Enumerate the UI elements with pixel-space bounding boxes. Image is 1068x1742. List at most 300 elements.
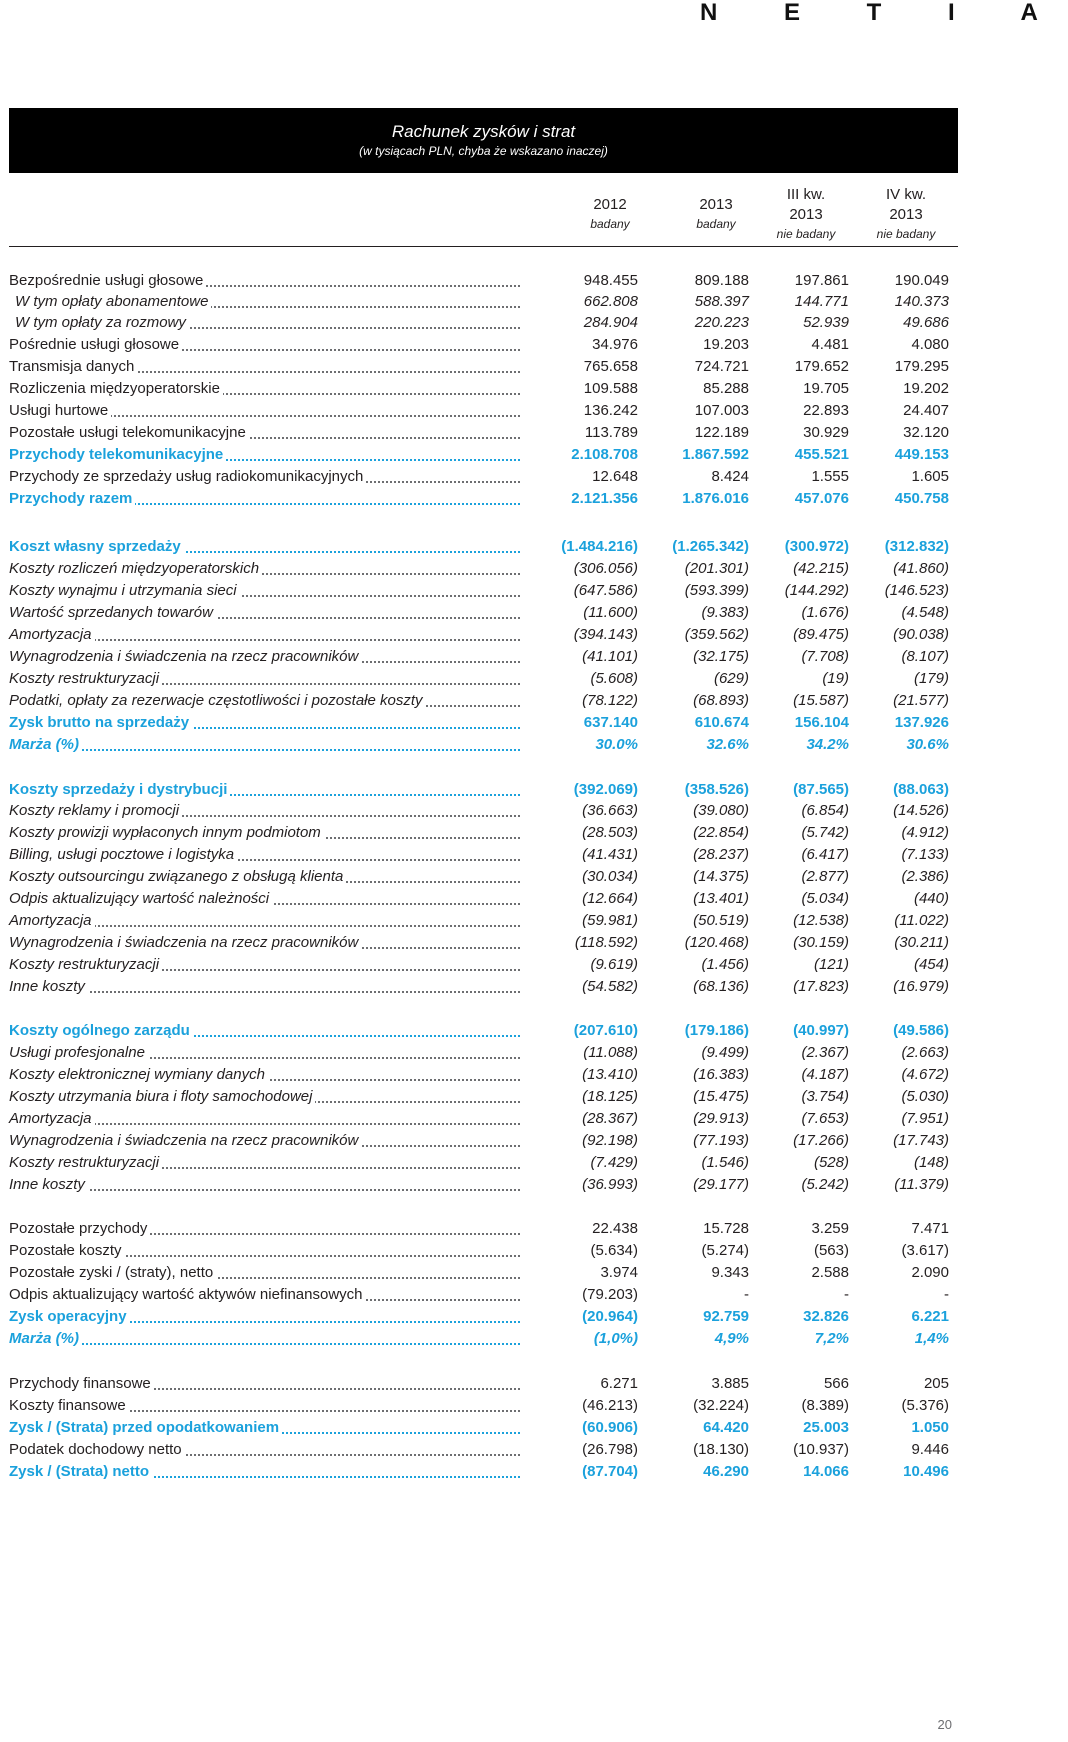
value-q4-2013: (90.038) [893, 626, 949, 643]
value-2012: (13.410) [582, 1066, 638, 1083]
value-q3-2013: 4.481 [811, 336, 849, 353]
value-q3-2013: 3.259 [811, 1220, 849, 1237]
netia-logo: N E T I A [700, 0, 1068, 26]
table-row [9, 866, 958, 888]
row-label: Pozostałe usługi telekomunikacyjne [9, 424, 249, 441]
value-q3-2013: (7.653) [801, 1110, 849, 1127]
value-2013: 4,9% [714, 1330, 749, 1347]
value-q4-2013: (146.523) [884, 582, 949, 599]
value-2013: 588.397 [694, 293, 749, 310]
value-q4-2013: (4.672) [901, 1066, 949, 1083]
row-label: Bezpośrednie usługi głosowe [9, 272, 206, 289]
value-2012: 136.242 [583, 402, 638, 419]
value-2012: (79.203) [582, 1286, 638, 1303]
value-2013: 107.003 [694, 402, 749, 419]
value-q4-2013: (7.133) [901, 846, 949, 863]
statement-subtitle: (w tysiącach PLN, chyba że wskazano inaczej) [359, 144, 608, 158]
table-row-subtotal [9, 1020, 958, 1042]
value-q3-2013: 455.521 [794, 446, 849, 463]
value-2012: (118.592) [574, 934, 638, 951]
value-2012: (647.586) [573, 582, 638, 599]
table-row-subtotal [9, 779, 958, 801]
row-label: Koszty wynajmu i utrzymania sieci [9, 582, 240, 599]
value-2013: (29.913) [693, 1110, 749, 1127]
column-header-status: nie badany [876, 227, 936, 241]
value-q4-2013: (454) [913, 956, 949, 973]
table-row [9, 1108, 958, 1130]
value-2012: (5.634) [590, 1242, 638, 1259]
column-header-quarter: III kw. [786, 186, 826, 203]
value-q4-2013: (2.386) [901, 868, 949, 885]
value-2012: (20.964) [582, 1308, 638, 1325]
value-2012: (306.056) [573, 560, 638, 577]
value-2012: (11.600) [583, 604, 638, 621]
table-row [9, 270, 958, 292]
row-label: Koszty restrukturyzacji [9, 1154, 162, 1171]
value-2012: 948.455 [583, 272, 638, 289]
value-q3-2013: (563) [813, 1242, 849, 1259]
value-2012: (11.088) [583, 1044, 638, 1061]
value-q4-2013: 190.049 [894, 272, 949, 289]
row-label: Transmisja danych [9, 358, 137, 375]
row-label: Pozostałe koszty [9, 1242, 125, 1259]
table-row [9, 1042, 958, 1064]
row-label: Przychody ze sprzedaży usług radiokomunikacyjnych [9, 468, 366, 485]
column-header-2013 [666, 185, 766, 253]
row-label: Inne koszty [9, 1176, 88, 1193]
row-label: Marża (%) [9, 736, 82, 753]
value-q4-2013: 450.758 [894, 490, 949, 507]
row-label: Amortyzacja [9, 1110, 95, 1127]
value-q3-2013: (12.538) [793, 912, 849, 929]
row-label: Rozliczenia międzyoperatorskie [9, 380, 223, 397]
row-label: Marża (%) [9, 1330, 82, 1347]
row-label: Koszty ogólnego zarządu [9, 1022, 193, 1039]
value-2013: 46.290 [703, 1463, 749, 1480]
value-q3-2013: (7.708) [801, 648, 849, 665]
row-label: Przychody finansowe [9, 1375, 154, 1392]
column-header-year: 2013 [889, 206, 923, 223]
table-row-subtotal [9, 536, 958, 558]
value-q3-2013: (4.187) [801, 1066, 849, 1083]
value-q3-2013: (40.997) [793, 1022, 849, 1039]
row-label: Zysk brutto na sprzedaży [9, 714, 192, 731]
value-q3-2013: 1.555 [811, 468, 849, 485]
value-2012: (46.213) [582, 1397, 638, 1414]
table-row [9, 356, 958, 378]
value-2012: 2.108.708 [571, 446, 638, 463]
table-row [9, 1086, 958, 1108]
value-2012: (9.619) [590, 956, 638, 973]
value-2013: (120.468) [684, 934, 749, 951]
value-2013: (14.375) [693, 868, 749, 885]
table-row [9, 1439, 958, 1461]
value-q4-2013: (14.526) [893, 802, 949, 819]
row-label: Przychody razem [9, 490, 135, 507]
value-q4-2013: 19.202 [903, 380, 949, 397]
table-row [9, 580, 958, 602]
value-2012: (12.664) [582, 890, 638, 907]
row-label: Zysk operacyjny [9, 1308, 130, 1325]
value-2012: (28.503) [582, 824, 638, 841]
row-label: Inne koszty [9, 978, 88, 995]
value-2013: (18.130) [693, 1441, 749, 1458]
value-2012: (5.608) [590, 670, 638, 687]
value-2013: (593.399) [684, 582, 749, 599]
row-label: Koszty utrzymania biura i floty samochodowej [9, 1088, 315, 1105]
value-2012: (41.101) [582, 648, 638, 665]
row-label: Koszt własny sprzedaży [9, 538, 184, 555]
row-label: Amortyzacja [9, 912, 95, 929]
value-2013: (16.383) [693, 1066, 749, 1083]
value-2013: 8.424 [711, 468, 749, 485]
value-q4-2013: 1,4% [914, 1330, 949, 1347]
row-label: W tym opłaty za rozmowy [9, 314, 189, 331]
row-label: Podatek dochodowy netto [9, 1441, 185, 1458]
value-2013: 92.759 [703, 1308, 749, 1325]
row-label: Pozostałe przychody [9, 1220, 150, 1237]
value-2012: (92.198) [582, 1132, 638, 1149]
column-header-status: badany [590, 217, 630, 231]
value-q4-2013: 7.471 [911, 1220, 949, 1237]
value-q4-2013: (4.912) [901, 824, 949, 841]
value-2013: 85.288 [703, 380, 749, 397]
value-q3-2013: (30.159) [793, 934, 849, 951]
value-2013: 19.203 [703, 336, 749, 353]
row-label: Zysk / (Strata) przed opodatkowaniem [9, 1419, 282, 1436]
table-row [9, 1262, 958, 1284]
row-label: Koszty finansowe [9, 1397, 129, 1414]
row-label: Wartość sprzedanych towarów [9, 604, 216, 621]
value-q4-2013: (179) [913, 670, 949, 687]
value-2012: (7.429) [590, 1154, 638, 1171]
value-q4-2013: 4.080 [911, 336, 949, 353]
value-q4-2013: - [944, 1286, 949, 1303]
value-q3-2013: 19.705 [803, 380, 849, 397]
row-label: Billing, usługi pocztowe i logistyka [9, 846, 237, 863]
row-label: Zysk / (Strata) netto [9, 1463, 152, 1480]
table-row [9, 690, 958, 712]
value-q3-2013: 34.2% [806, 736, 849, 753]
value-2012: (207.610) [573, 1022, 638, 1039]
value-2013: (1.456) [701, 956, 749, 973]
table-row [9, 1064, 958, 1086]
value-q3-2013: - [844, 1286, 849, 1303]
column-header-quarter: IV kw. [885, 186, 926, 203]
table-row [9, 312, 958, 334]
column-header-status: badany [696, 217, 736, 231]
value-q4-2013: (17.743) [893, 1132, 949, 1149]
value-q3-2013: (6.854) [801, 802, 849, 819]
table-row [9, 800, 958, 822]
row-label: Koszty outsourcingu związanego z obsługą klienta [9, 868, 346, 885]
table-row [9, 1395, 958, 1417]
value-2013: (68.893) [693, 692, 749, 709]
row-label: Koszty reklamy i promocji [9, 802, 182, 819]
value-q3-2013: (1.676) [801, 604, 849, 621]
value-2013: (39.080) [693, 802, 749, 819]
value-q3-2013: (2.877) [801, 868, 849, 885]
value-2012: (59.981) [582, 912, 638, 929]
value-2013: 15.728 [703, 1220, 749, 1237]
value-q4-2013: 1.050 [911, 1419, 949, 1436]
row-label: Koszty prowizji wypłaconych innym podmiotom [9, 824, 324, 841]
value-q3-2013: (89.475) [793, 626, 849, 643]
table-row-subtotal [9, 488, 958, 510]
table-row-subtotal [9, 1306, 958, 1328]
column-header-q3-2013 [756, 185, 856, 243]
value-2013: (13.401) [693, 890, 749, 907]
table-row [9, 400, 958, 422]
value-2012: 22.438 [592, 1220, 638, 1237]
value-2013: (22.854) [693, 824, 749, 841]
value-q4-2013: 49.686 [903, 314, 949, 331]
value-2013: 1.867.592 [682, 446, 749, 463]
row-label: Amortyzacja [9, 626, 95, 643]
value-2012: (1,0%) [593, 1330, 638, 1347]
table-row [9, 1152, 958, 1174]
value-2013: (629) [713, 670, 749, 687]
value-2012: 113.789 [584, 424, 638, 441]
row-label: Usługi hurtowe [9, 402, 111, 419]
value-2012: (41.431) [582, 846, 638, 863]
value-q3-2013: 457.076 [794, 490, 849, 507]
value-q3-2013: (19) [822, 670, 849, 687]
table-row-net-result [9, 1461, 958, 1483]
row-label: Usługi profesjonalne [9, 1044, 148, 1061]
table-row [9, 602, 958, 624]
value-2013: (5.274) [701, 1242, 749, 1259]
value-q4-2013: (11.379) [894, 1176, 949, 1193]
value-2013: 220.223 [694, 314, 749, 331]
row-label: Odpis aktualizujący wartość należności [9, 890, 272, 907]
value-q4-2013: 1.605 [911, 468, 949, 485]
column-header-2012 [560, 185, 660, 253]
value-q4-2013: 205 [923, 1375, 949, 1392]
table-row [9, 888, 958, 910]
table-row [9, 291, 958, 313]
value-2013: (68.136) [693, 978, 749, 995]
value-2012: 2.121.356 [571, 490, 638, 507]
value-2013: (201.301) [684, 560, 749, 577]
table-row [9, 954, 958, 976]
value-q3-2013: 566 [823, 1375, 849, 1392]
value-2013: 9.343 [711, 1264, 749, 1281]
value-2013: 809.188 [694, 272, 749, 289]
table-row-subtotal [9, 444, 958, 466]
value-2012: (87.704) [582, 1463, 638, 1480]
value-q3-2013: 144.771 [794, 293, 849, 310]
value-q3-2013: (15.587) [793, 692, 849, 709]
value-2012: 30.0% [595, 736, 638, 753]
value-2013: 724.721 [694, 358, 749, 375]
value-q3-2013: 2.588 [811, 1264, 849, 1281]
table-row [9, 844, 958, 866]
value-q4-2013: (8.107) [901, 648, 949, 665]
value-q4-2013: (11.022) [894, 912, 949, 929]
value-2013: (77.193) [693, 1132, 749, 1149]
value-q3-2013: (5.034) [801, 890, 849, 907]
value-2012: 637.140 [583, 714, 638, 731]
header-divider [9, 246, 958, 247]
table-row [9, 646, 958, 668]
row-label: Pośrednie usługi głosowe [9, 336, 182, 353]
row-label: Koszty restrukturyzacji [9, 956, 162, 973]
value-q3-2013: 25.003 [803, 1419, 849, 1436]
value-2013: (9.383) [701, 604, 749, 621]
value-q4-2013: 2.090 [911, 1264, 949, 1281]
table-row-subtotal [9, 1417, 958, 1439]
value-2013: - [744, 1286, 749, 1303]
table-row [9, 466, 958, 488]
value-q4-2013: (5.376) [901, 1397, 949, 1414]
value-q3-2013: (17.823) [793, 978, 849, 995]
table-row [9, 624, 958, 646]
table-row-subtotal [9, 712, 958, 734]
value-q4-2013: 24.407 [903, 402, 949, 419]
value-2013: 122.189 [694, 424, 749, 441]
row-label: Odpis aktualizujący wartość aktywów niefinansowych [9, 1286, 366, 1303]
row-label: Koszty elektronicznej wymiany danych [9, 1066, 268, 1083]
value-q3-2013: 7,2% [814, 1330, 849, 1347]
value-2013: (50.519) [693, 912, 749, 929]
value-2013: (1.546) [701, 1154, 749, 1171]
value-2013: (32.224) [693, 1397, 749, 1414]
value-q4-2013: (148) [913, 1154, 949, 1171]
statement-title: Rachunek zysków i strat [391, 122, 576, 141]
value-2012: 6.271 [600, 1375, 638, 1392]
statement-banner [9, 108, 958, 173]
value-q4-2013: 10.496 [903, 1463, 949, 1480]
value-q3-2013: (2.367) [801, 1044, 849, 1061]
table-row [9, 422, 958, 444]
value-q3-2013: (87.565) [793, 781, 849, 798]
table-row [9, 558, 958, 580]
value-q4-2013: 30.6% [906, 736, 949, 753]
value-q4-2013: (41.860) [893, 560, 949, 577]
value-2012: 34.976 [592, 336, 638, 353]
row-label: Wynagrodzenia i świadczenia na rzecz pracowników [9, 1132, 361, 1149]
value-q3-2013: (17.266) [793, 1132, 849, 1149]
value-q3-2013: (528) [813, 1154, 849, 1171]
table-row [9, 668, 958, 690]
value-q3-2013: 197.861 [794, 272, 849, 289]
value-2012: (392.069) [573, 781, 638, 798]
value-2012: 765.658 [583, 358, 638, 375]
value-2013: 610.674 [694, 714, 749, 731]
value-q4-2013: (7.951) [901, 1110, 949, 1127]
table-row [9, 1284, 958, 1306]
value-q4-2013: 32.120 [903, 424, 949, 441]
value-2012: (394.143) [573, 626, 638, 643]
table-row [9, 910, 958, 932]
value-q4-2013: (49.586) [893, 1022, 949, 1039]
table-row [9, 932, 958, 954]
value-2013: 32.6% [706, 736, 749, 753]
value-q3-2013: (3.754) [801, 1088, 849, 1105]
value-q3-2013: (5.742) [801, 824, 849, 841]
row-label: Podatki, opłaty za rezerwacje częstotliwości i pozostałe koszty [9, 692, 426, 709]
table-row [9, 976, 958, 998]
value-q3-2013: 14.066 [803, 1463, 849, 1480]
value-q4-2013: 179.295 [894, 358, 949, 375]
value-2012: (26.798) [582, 1441, 638, 1458]
value-2012: (36.663) [582, 802, 638, 819]
value-2013: 1.876.016 [682, 490, 749, 507]
value-2012: 12.648 [592, 468, 638, 485]
value-q3-2013: (5.242) [801, 1176, 849, 1193]
row-label: Pozostałe zyski / (straty), netto [9, 1264, 216, 1281]
value-q4-2013: (16.979) [893, 978, 949, 995]
value-q3-2013: (8.389) [801, 1397, 849, 1414]
row-label: Wynagrodzenia i świadczenia na rzecz pracowników [9, 934, 361, 951]
value-q3-2013: 22.893 [803, 402, 849, 419]
value-q3-2013: (121) [813, 956, 849, 973]
value-q3-2013: (42.215) [793, 560, 849, 577]
column-header-year: 2013 [699, 196, 733, 213]
value-2013: (1.265.342) [672, 538, 749, 555]
value-q4-2013: (88.063) [893, 781, 949, 798]
value-q4-2013: (3.617) [901, 1242, 949, 1259]
value-q4-2013: 137.926 [894, 714, 949, 731]
value-q4-2013: 140.373 [894, 293, 949, 310]
value-q3-2013: 52.939 [803, 314, 849, 331]
table-row [9, 1218, 958, 1240]
value-q4-2013: 6.221 [911, 1308, 949, 1325]
table-row [9, 1130, 958, 1152]
table-row [9, 1174, 958, 1196]
value-q3-2013: (10.937) [793, 1441, 849, 1458]
value-q3-2013: 30.929 [803, 424, 849, 441]
table-row [9, 822, 958, 844]
value-q4-2013: (440) [913, 890, 949, 907]
page-number: 20 [937, 1717, 952, 1732]
value-2012: 3.974 [600, 1264, 638, 1281]
value-2012: (78.122) [582, 692, 638, 709]
table-row [9, 378, 958, 400]
value-q4-2013: 449.153 [894, 446, 949, 463]
table-row [9, 1240, 958, 1262]
value-q4-2013: 9.446 [911, 1441, 949, 1458]
value-2012: 109.588 [583, 380, 638, 397]
value-q3-2013: (144.292) [784, 582, 849, 599]
row-label: Koszty sprzedaży i dystrybucji [9, 781, 230, 798]
value-q4-2013: (4.548) [901, 604, 949, 621]
value-q4-2013: (2.663) [901, 1044, 949, 1061]
table-row [9, 1373, 958, 1395]
row-label: W tym opłaty abonamentowe [9, 293, 211, 310]
row-label: Koszty restrukturyzacji [9, 670, 162, 687]
value-2013: (29.177) [693, 1176, 749, 1193]
table-row-margin [9, 734, 958, 756]
column-header-status: nie badany [776, 227, 836, 241]
value-2012: 662.808 [583, 293, 638, 310]
value-2012: 284.904 [583, 314, 638, 331]
value-q3-2013: 156.104 [794, 714, 849, 731]
value-2013: 64.420 [703, 1419, 749, 1436]
table-row-margin [9, 1328, 958, 1350]
value-2013: (28.237) [693, 846, 749, 863]
value-2012: (54.582) [582, 978, 638, 995]
value-2012: (18.125) [582, 1088, 638, 1105]
value-2013: (15.475) [693, 1088, 749, 1105]
value-2013: 3.885 [711, 1375, 749, 1392]
value-q4-2013: (5.030) [901, 1088, 949, 1105]
value-q3-2013: 179.652 [794, 358, 849, 375]
value-2012: (30.034) [582, 868, 638, 885]
value-2012: (1.484.216) [561, 538, 638, 555]
value-q3-2013: (300.972) [784, 538, 849, 555]
